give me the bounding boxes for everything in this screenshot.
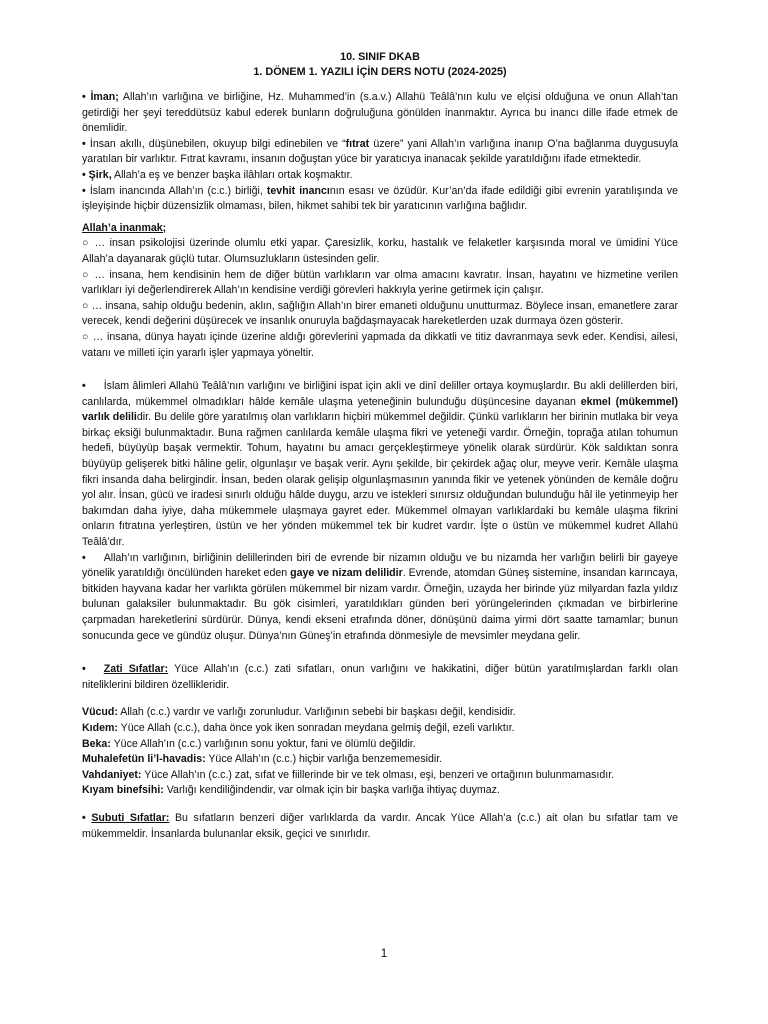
bullet: • [82, 168, 86, 181]
sifat-term: Vahdaniyet: [82, 768, 142, 781]
subuti-text: Bu sıfatların benzeri diğer varlıklarda da vardır. Ancak Yüce Allah’a (c.c.) ait olan bu sıfatlar tam ve mükemmeldir. İnsanlarda bulunanlar eksik, geçici ve sınırlıdır. [82, 811, 678, 840]
fitrat-text-before: İnsan akıllı, düşünebilen, okuyup bilgi edinebilen ve “ [89, 137, 346, 150]
fitrat-paragraph [82, 137, 678, 168]
inanmak-item-text: … insana, hem kendisinin hem de diğer bütün varlıkların var olma amacını kavratır. İnsan, hayatını ve hizmetine verilen varlıkları iyi değerlendirerek Allah’ın kendisine verdiği görevleri hakkıyla yerine getirmek için çalışır. [82, 268, 679, 297]
page-title: 10. SINIF DKAB [340, 51, 420, 63]
inanmak-item-text: … insan psikolojisi üzerinde olumlu etki yapar. Çaresizlik, korku, hastalık ve felaketler karşısında moral ve ümidini Yüce Allah’a dayanarak güçlü tutar. Olumsuzlukların üstesinden gelir. [82, 237, 678, 265]
sifat-item [82, 768, 678, 784]
sifat-text: Yüce Allah’ın (c.c.) zat, sıfat ve fiillerinde bir ve tek olması, eşi, benzeri ve ortağının bulunmamasıdır. [141, 768, 615, 781]
page-number: 1 [380, 946, 388, 960]
bullet: • [82, 663, 86, 676]
bullet: • [82, 811, 86, 824]
sifat-item [82, 783, 678, 799]
zati-paragraph [82, 662, 678, 693]
nizam-text-after: . Evrende, atomdan Güneş sistemine, insandan karıncaya, bitkiden hayvana kadar her varlıkta görülen mükemmel bir nizam vardır. Örneğin, uzayda her birinde yüz milyardan fazla yıldız bulunan galaksiler bulunmaktadır. Bu gök cisimleri, yaratıldıkları günden beri yörüngelerinden çıkmadan ve birbirlerine çarpmadan hareketlerini sürdürür. Dünya, kendi ekseni etrafında döner, dönüşünü daima yirmi dört saatte tamamlar; bunun sonucunda gece ve gündüz oluşur. Dünya’nın Güneş’in etrafında dönmesiyle de mevsimler meydana gelir. [82, 567, 678, 642]
circle-marker-icon: ○ [82, 299, 89, 312]
sifat-text: Allah (c.c.) vardır ve varlığı zorunludur. Varlığının sebebi bir başkası değil, kendisidir. [117, 706, 516, 719]
sirk-term: Şirk, [88, 168, 112, 181]
inanmak-item [82, 299, 678, 330]
sifat-text: Yüce Allah (c.c.), daha önce yok iken sonradan meydana gelmiş değil, ezeli varlıktır. [117, 721, 515, 734]
bullet: • [82, 551, 86, 564]
ekmel-term: ekmel (mükemmel) varlık delili [82, 395, 678, 424]
sifat-term: Kıdem: [82, 721, 118, 734]
circle-marker-icon: ○ [82, 268, 90, 281]
bullet: • [82, 184, 86, 197]
zati-text: Yüce Allah’ın (c.c.) zati sıfatları, onun varlığını ve hakikatini, diğer bütün yaratılmışlardan farklı olan niteliklerini bildiren özellikleridir. [82, 663, 678, 691]
ekmel-paragraph [82, 379, 678, 551]
zati-heading: Zati Sıfatlar: [103, 663, 169, 676]
fitrat-term: fıtrat [345, 137, 370, 150]
sifat-text: Yüce Allah’ın (c.c.) varlığının sonu yoktur, fani ve ölümlü değildir. [110, 737, 416, 750]
sifat-text: Varlığı kendiliğindendir, var olmak için bir başka varlığa ihtiyaç duymaz. [163, 784, 500, 797]
sifat-item [82, 752, 678, 768]
nizam-text-before: Allah’ın varlığının, birliğinin delillerinden biri de evrende bir nizamın olduğu ve bu nizamda her varlığın belirli bir gayeye yönelik yaratıldığı öncülünden hareket eden [82, 551, 678, 580]
subuti-paragraph [82, 811, 678, 842]
nizam-term: gaye ve nizam delilidir [290, 567, 403, 580]
sifat-term: Vücud: [82, 706, 118, 719]
document-page [82, 50, 678, 842]
document-header [82, 50, 678, 80]
inanmak-item-text: … insana, dünya hayatı içinde üzerine aldığı görevlerini yapmada da dikkatli ve titiz davranmaya sevk eder. Kendisi, ailesi, vatanı ve milleti için yararlı işler yapmaya yöneltir. [82, 330, 678, 359]
sifat-term: Kıyam binefsihi: [82, 784, 164, 797]
sifat-item [82, 737, 678, 753]
iman-term: İman; [90, 91, 119, 103]
sifat-item [82, 721, 678, 737]
inanmak-item [82, 268, 678, 299]
inanmak-item-text: … insana, sahip olduğu bedenin, aklın, sağlığın Allah’ın birer emaneti olduğunu unutturmaz. Böylece insan, emanetlere zarar verecek, kendi değerini düşürecek ve insanlık onuruyla bağdaşmayacak hareketlerden uzak durmaya özen gösterir. [82, 299, 678, 328]
bullet: • [82, 137, 86, 150]
section-heading: Allah’a inanmak; [82, 221, 167, 234]
sirk-paragraph [82, 168, 678, 184]
sifat-text: Yüce Allah’ın (c.c.) hiçbir varlığa benzememesidir. [205, 753, 443, 766]
allaha-inanmak-heading [82, 221, 678, 237]
sirk-text: Allah’a eş ve benzer başka ilâhları ortak koşmaktır. [111, 168, 353, 181]
bullet: • [82, 91, 86, 103]
iman-text: Allah’ın varlığına ve birliğine, Hz. Muhammed’in (s.a.v.) Allahü Teâlâ’nın kulu ve elçisi olduğuna ve onun Allah’tan getirdiği her şeyi tereddütsüz kabul ederek bunların doğruluğuna gönülden inanmaktır. Ayrıca bu inancı dille ifade etmek de önemlidir. [82, 91, 678, 135]
subuti-heading: Subuti Sıfatlar: [91, 811, 170, 824]
sifat-item [82, 705, 678, 721]
nizam-paragraph [82, 551, 678, 645]
bullet: • [82, 380, 86, 393]
ekmel-text-after: dir. Bu delile göre yaratılmış olan varlıkların hiçbiri mükemmel değildir. Çünkü varlıkların her birinin mutlaka bir veya birkaç eksiği bulunmaktadır. Buna rağmen canlılarda kemâle ulaşma fikri ve yeteneği vardır. Örneğin, toprağa atılan tohumun hedefi, büyüyüp başak vermektir. Tohum, hayatını bu amacı gerçekleştirmeye yönelik olarak sürdürür. Kök saldıktan sonra büyüyüp gelişerek bitki hâline gelir, olgunlaşır ve başak verir. Aynı şekilde, bir çekirdek ağaç olur, meyve verir. Kemâle ulaşma fikri insanda daha belirgindir. İnsan, beden olarak gelişip olgunlaşmasının yanında fikir ve yetenek yönünden de kemâle doğru yol alır. İnsan, gücü ve iradesi sınırlı olduğu hâlde duygu, arzu ve istekleri sınırsız olduğundan bulunduğu hâl ile yetinmeyip her bakımdan daha iyiye, daha mükemmele ulaşmaya gayret eder. Mükemmel olmayan varlıklardaki bu kemâle ulaşma fikrini onların fıtratına yerleştiren, üstün ve her yönden mükemmel tek bir kudret vardır. İşte o üstün ve mükemmel kudret Allahü Teâlâ’dır. [82, 411, 679, 549]
circle-marker-icon: ○ [82, 237, 90, 250]
tevhid-text-after: nın esası ve özüdür. Kur’an’da ifade edildiği gibi evrenin yaratılışında ve işleyişinde hiçbir düzensizlik olmaması, bilen, hikmet sahibi tek bir yaratıcının varlığına bağlıdır. [82, 184, 678, 213]
fitrat-text-after: üzere” yani Allah’ın varlığına inanıp O’na bağlanma duygusuyla yaratılan bir varlıktır. Fıtrat kavramı, insanın doğuştan yüce bir yaratıcıya inanacak şekilde yaratıldığını ifade etmektedir. [82, 137, 678, 166]
page-subtitle: 1. DÖNEM 1. YAZILI İÇİN DERS NOTU (2024-2025) [253, 66, 507, 78]
inanmak-item [82, 236, 678, 267]
circle-marker-icon: ○ [82, 330, 90, 343]
sifat-term: Muhalefetün li’l-havadis: [82, 753, 206, 766]
tevhid-paragraph [82, 184, 678, 215]
tevhid-text-before: İslam inancında Allah’ın (c.c.) birliği, [89, 184, 267, 197]
ekmel-text-before: İslam âlimleri Allahü Teâlâ’nın varlığını ve birliğini ispat için akli ve dinî deliller ortaya koymuşlardır. Bu akli delillerden biri, canlılarda, mükemmel olmadıkları hâlde kemâle ulaşma yeteneğinin bulunduğu düşüncesine dayanan [82, 380, 678, 408]
sifat-term: Beka: [82, 737, 111, 750]
iman-paragraph [82, 90, 678, 137]
tevhid-term: tevhit inancı [266, 184, 330, 197]
inanmak-item [82, 330, 678, 361]
